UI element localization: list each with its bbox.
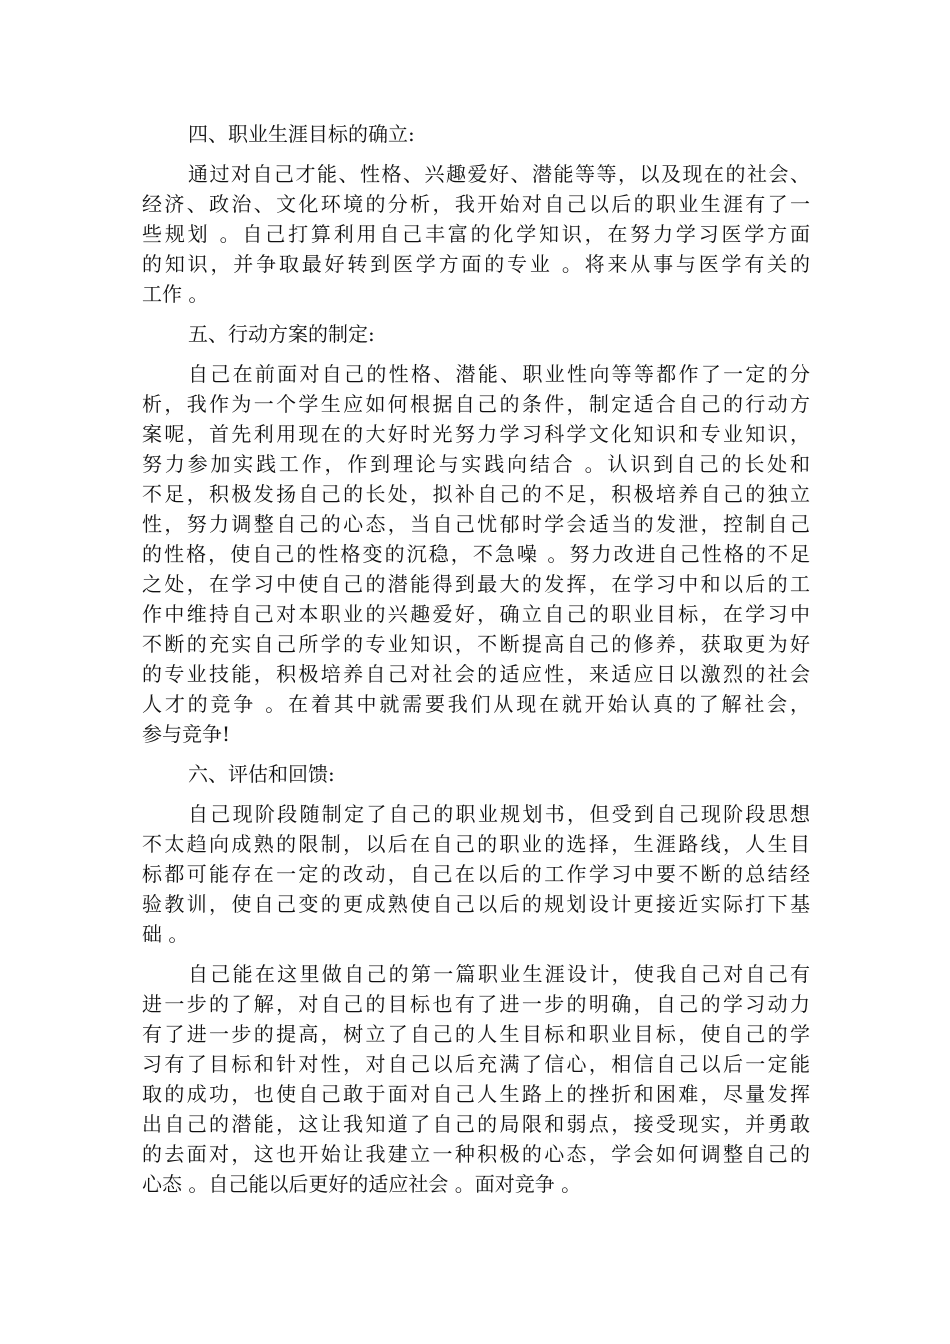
paragraph-line: 验教训，使自己变的更成熟使自己以后的规划设计更接近实际打下基 xyxy=(142,892,810,916)
section-heading: 六、评估和回馈: xyxy=(188,762,335,786)
paragraph-line: 有了进一步的提高，树立了自己的人生目标和职业目标，使自己的学 xyxy=(142,1022,810,1046)
section-heading: 四、职业生涯目标的确立: xyxy=(188,122,415,146)
paragraph-line: 之处，在学习中使自己的潜能得到最大的发挥，在学习中和以后的工 xyxy=(142,572,810,596)
paragraph-line: 自己能在这里做自己的第一篇职业生涯设计，使我自己对自己有 xyxy=(188,962,810,986)
document-body xyxy=(142,119,810,1209)
body-paragraph xyxy=(142,359,810,749)
paragraph-line: 的去面对，这也开始让我建立一种积极的心态，学会如何调整自己的 xyxy=(142,1142,810,1166)
paragraph-line: 性，努力调整自己的心态，当自己忧郁时学会适当的发泄，控制自己 xyxy=(142,512,810,536)
paragraph-line: 些规划 。自己打算利用自己丰富的化学知识，在努力学习医学方面 xyxy=(142,222,810,246)
paragraph-line: 人才的竞争 。在着其中就需要我们从现在就开始认真的了解社会， xyxy=(142,692,810,716)
body-paragraph xyxy=(142,959,810,1199)
body-paragraph xyxy=(142,159,810,309)
paragraph-line: 作中维持自己对本职业的兴趣爱好，确立自己的职业目标，在学习中 xyxy=(142,602,810,626)
paragraph-line: 不断的充实自己所学的专业知识，不断提高自己的修养，获取更为好 xyxy=(142,632,810,656)
section-heading: 五、行动方案的制定: xyxy=(188,322,375,346)
paragraph-line: 础 。 xyxy=(142,922,189,946)
paragraph-line: 自己在前面对自己的性格、潜能、职业性向等等都作了一定的分 xyxy=(188,362,810,386)
paragraph-line: 出自己的潜能，这让我知道了自己的局限和弱点，接受现实，并勇敢 xyxy=(142,1112,810,1136)
paragraph-line: 的专业技能，积极培养自己对社会的适应性，来适应日以激烈的社会 xyxy=(142,662,810,686)
paragraph-line: 努力参加实践工作，作到理论与实践向结合 。认识到自己的长处和 xyxy=(142,452,810,476)
body-paragraph xyxy=(142,799,810,949)
paragraph-line: 标都可能存在一定的改动，自己在以后的工作学习中要不断的总结经 xyxy=(142,862,810,886)
paragraph-line: 不足，积极发扬自己的长处，拟补自己的不足，积极培养自己的独立 xyxy=(142,482,810,506)
paragraph-line: 心态 。自己能以后更好的适应社会 。面对竞争 。 xyxy=(142,1172,582,1196)
paragraph-line: 不太趋向成熟的限制，以后在自己的职业的选择，生涯路线，人生目 xyxy=(142,832,810,856)
paragraph-line: 习有了目标和针对性，对自己以后充满了信心，相信自己以后一定能 xyxy=(142,1052,810,1076)
paragraph-line: 进一步的了解，对自己的目标也有了进一步的明确，自己的学习动力 xyxy=(142,992,810,1016)
paragraph-line: 工作 。 xyxy=(142,282,209,306)
paragraph-line: 自己现阶段随制定了自己的职业规划书，但受到自己现阶段思想 xyxy=(188,802,810,826)
paragraph-line: 取的成功，也使自己敢于面对自己人生路上的挫折和困难，尽量发挥 xyxy=(142,1082,810,1106)
paragraph-line: 通过对自己才能、性格、兴趣爱好、潜能等等，以及现在的社会、 xyxy=(188,162,810,186)
paragraph-line: 经济、政治、文化环境的分析，我开始对自己以后的职业生涯有了一 xyxy=(142,192,810,216)
paragraph-line: 参与竞争! xyxy=(142,722,231,746)
paragraph-line: 案呢，首先利用现在的大好时光努力学习科学文化知识和专业知识， xyxy=(142,422,810,446)
paragraph-line: 的性格，使自己的性格变的沉稳，不急噪 。努力改进自己性格的不足 xyxy=(142,542,810,566)
paragraph-line: 析，我作为一个学生应如何根据自己的条件，制定适合自己的行动方 xyxy=(142,392,810,416)
paragraph-line: 的知识，并争取最好转到医学方面的专业 。将来从事与医学有关的 xyxy=(142,252,810,276)
